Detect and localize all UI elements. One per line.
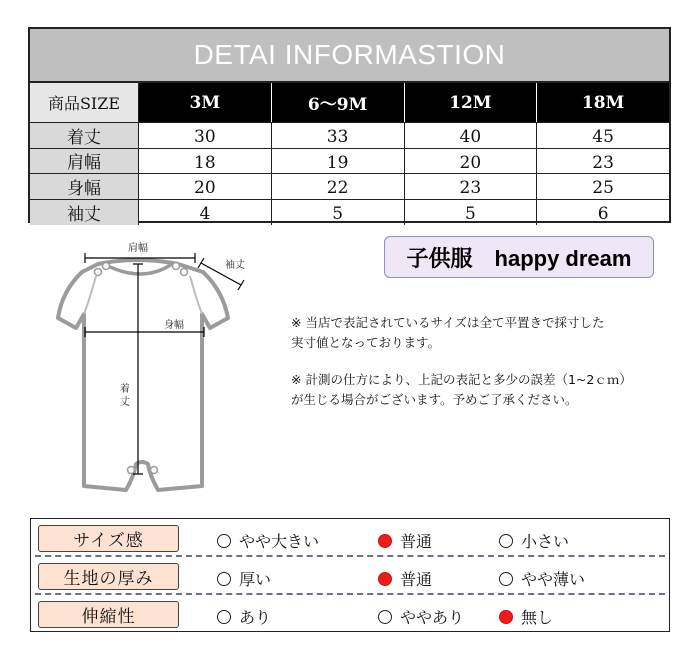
table-cell: 22 xyxy=(272,174,405,199)
note-text: ※ 当店で表記されているサイズは全て平置きで採寸した xyxy=(291,315,605,330)
length-label: 着 xyxy=(120,384,130,395)
option-text: 普通 xyxy=(400,570,433,589)
option xyxy=(217,529,319,552)
features-box xyxy=(30,518,670,632)
option-text: やや大きい xyxy=(239,532,320,551)
option xyxy=(378,605,464,628)
note-text: ※ 計測の仕方により、上記の表記と多少の誤差（1~2ｃｍ） xyxy=(291,372,632,387)
table-cell: 25 xyxy=(592,178,614,199)
snap-icon xyxy=(151,467,158,474)
option-text: あり xyxy=(239,608,272,627)
size-table xyxy=(28,27,671,223)
table-cell: 33 xyxy=(272,123,405,148)
option xyxy=(499,567,585,590)
snap-icon xyxy=(173,263,180,270)
table-cell: 23 xyxy=(405,174,538,199)
romper-illustration xyxy=(38,236,278,496)
size-header: 6～9M xyxy=(272,83,405,122)
radio-off-icon xyxy=(217,610,231,624)
length-label: 丈 xyxy=(120,397,130,408)
radio-off-icon xyxy=(217,534,231,548)
table-cell: 18 xyxy=(139,149,272,174)
row-label: 着丈 xyxy=(30,123,139,148)
table-cell: 5 xyxy=(272,200,405,226)
feature-label: 伸縮性 xyxy=(38,601,179,628)
size-header: 18M xyxy=(537,83,669,122)
option xyxy=(217,567,271,590)
table-cell: 20 xyxy=(405,149,538,174)
table-row xyxy=(30,123,669,149)
sleeve-label: 袖丈 xyxy=(225,260,245,271)
table-cell: 30 xyxy=(139,123,272,148)
table-cell: 23 xyxy=(592,152,614,173)
romper-diagram xyxy=(38,236,278,496)
snap-icon xyxy=(103,263,110,270)
option-text: 小さい xyxy=(521,532,570,551)
feature-row xyxy=(31,519,669,557)
shoulder-label: 肩幅 xyxy=(128,243,148,254)
row-label: 袖丈 xyxy=(30,200,139,226)
snap-icon xyxy=(95,269,102,276)
radio-off-icon xyxy=(499,534,513,548)
romper-outline xyxy=(58,260,228,490)
table-cell: 40 xyxy=(405,123,538,148)
size-header: 12M xyxy=(405,83,538,122)
radio-on-icon xyxy=(378,572,392,586)
notes xyxy=(291,313,686,427)
option xyxy=(378,529,432,552)
snap-icon xyxy=(181,269,188,276)
option-text: 普通 xyxy=(400,532,433,551)
radio-off-icon xyxy=(378,610,392,624)
note-1 xyxy=(291,313,686,353)
radio-off-icon xyxy=(217,572,231,586)
table-cell: 19 xyxy=(272,149,405,174)
option xyxy=(499,529,569,552)
row-label: 身幅 xyxy=(30,174,139,199)
option-text: ややあり xyxy=(400,608,465,627)
header-label: 商品SIZE xyxy=(30,83,139,122)
table-cell: 5 xyxy=(405,200,538,226)
feature-label: サイズ感 xyxy=(38,525,179,552)
table-cell: 45 xyxy=(592,127,614,148)
radio-on-icon xyxy=(499,610,513,624)
snap-icon xyxy=(128,467,135,474)
radio-on-icon xyxy=(378,534,392,548)
feature-label: 生地の厚み xyxy=(38,563,179,590)
table-row xyxy=(30,174,669,200)
body-width-label: 身幅 xyxy=(164,320,184,331)
option xyxy=(217,605,271,628)
table-cell: 20 xyxy=(139,174,272,199)
size-header: 3M xyxy=(139,83,272,122)
table-cell: 6 xyxy=(597,204,609,225)
brand-badge: 子供服 happy dream xyxy=(384,236,654,278)
note-2 xyxy=(291,370,686,410)
note-text: が生じる場合がございます。予めご了承ください。 xyxy=(291,392,578,407)
note-text: 実寸値となっております。 xyxy=(291,335,441,350)
table-row xyxy=(30,149,669,175)
table-title: DETAI INFORMASTION xyxy=(30,29,669,83)
option xyxy=(499,605,553,628)
feature-row xyxy=(31,557,669,595)
option-text: 無し xyxy=(521,608,554,627)
row-label: 肩幅 xyxy=(30,149,139,174)
table-cell: 4 xyxy=(139,200,272,226)
radio-off-icon xyxy=(499,572,513,586)
option-text: やや薄い xyxy=(521,570,586,589)
feature-row xyxy=(31,595,669,633)
table-header-row xyxy=(30,83,669,123)
option-text: 厚い xyxy=(239,570,272,589)
option xyxy=(378,567,432,590)
table-row xyxy=(30,200,669,226)
